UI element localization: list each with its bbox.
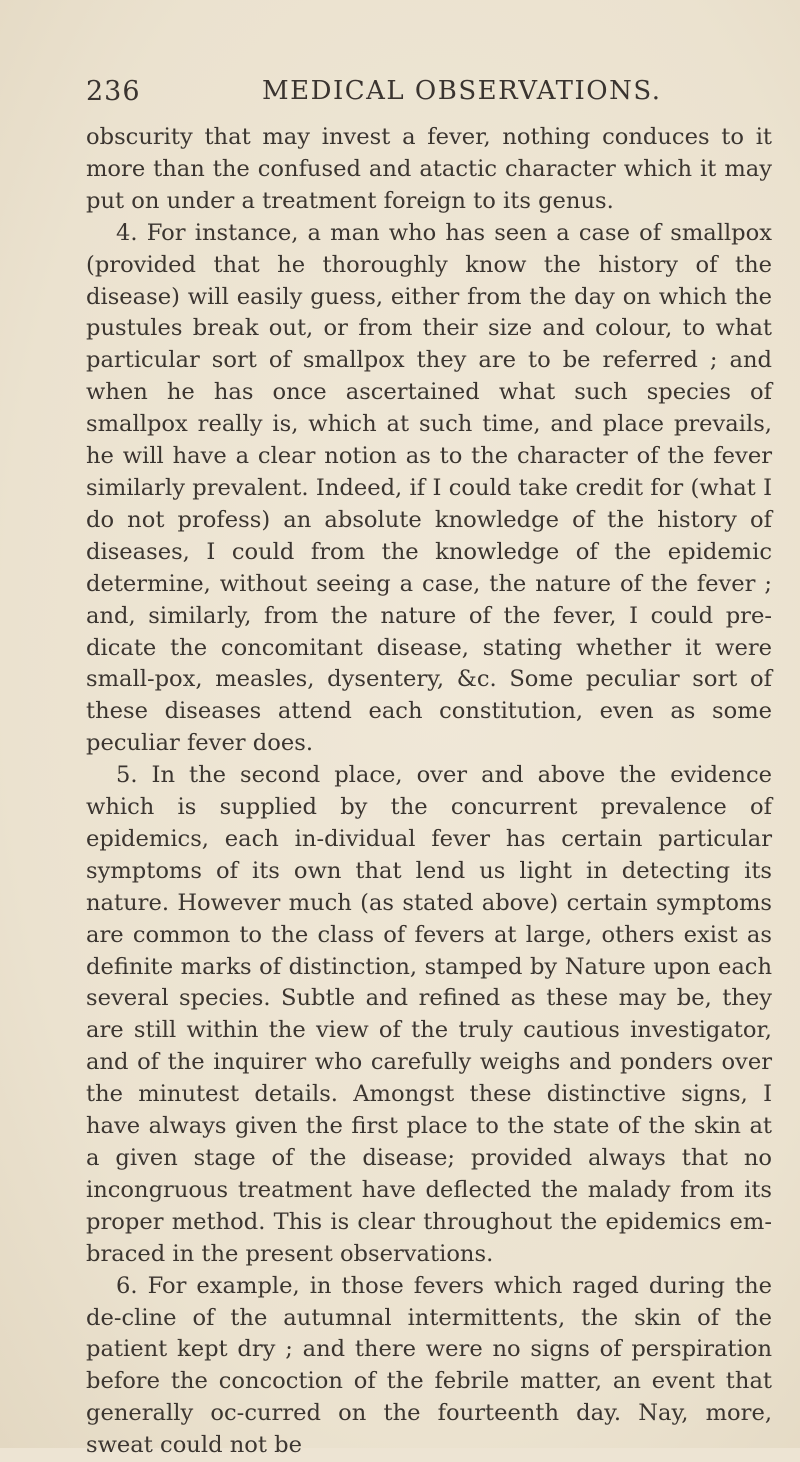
- paragraph-6: 6. For example, in those fevers which raged during the de-cline of the autumnal intermittents, the skin of the patient kept dry ; and there were no signs of perspiration before the concoction of the febrile matter, an event that generally oc-curred on the fourteenth day. Nay, more, sweat could not be: [86, 1272, 772, 1459]
- paragraph-4: 4. For instance, a man who has seen a case of smallpox (provided that he thoroughly know the history of the disease) will easily guess, either from the day on which the pustules break out, or from their size and colour, to what particular sort of smallpox they are to be referred ; and when he has once ascertained what such species of smallpox really is, which at such time, and place prevails, he will have a clear notion as to the character of the fever similarly prevalent. Indeed, if I could take credit for (what I do not profess) an absolute knowledge of the history of diseases, I could from the knowledge of the epidemic determine, without seeing a case, the nature of the fever ; and, similarly, from the nature of the fever, I could pre-dicate the concomitant disease, stating whether it were small-pox, measles, dysentery, &c. Some peculiar sort of these diseases attend each constitution, even as some peculiar fever does.: [86, 219, 772, 757]
- page-number: 236: [86, 76, 141, 107]
- paragraph-5: 5. In the second place, over and above the evidence which is supplied by the concurrent prevalence of epidemics, each in-dividual fever has certain particular symptoms of its own that lend us light in detecting its nature. However much (as stated above) certain symptoms are common to the class of fevers at large, others exist as definite marks of distinction, stamped by Nature upon each several species. Subtle and refined as these may be, they are still within the view of the truly cautious investigator, and of the inquirer who carefully weighs and ponders over the minutest details. Amongst these distinctive signs, I have always given the first place to the state of the skin at a given stage of the disease; provided always that no incongruous treatment have deflected the malady from its proper method. This is clear throughout the epidemics em-braced in the present observations.: [86, 762, 772, 1267]
- running-head: MEDICAL OBSERVATIONS.: [262, 76, 662, 106]
- page-header: [86, 76, 776, 112]
- paragraph-continuation: obscurity that may invest a fever, nothing conduces to it more than the confused and atactic character which it may put on under a treatment foreign to its genus.: [86, 124, 772, 214]
- body-text: [86, 122, 772, 1462]
